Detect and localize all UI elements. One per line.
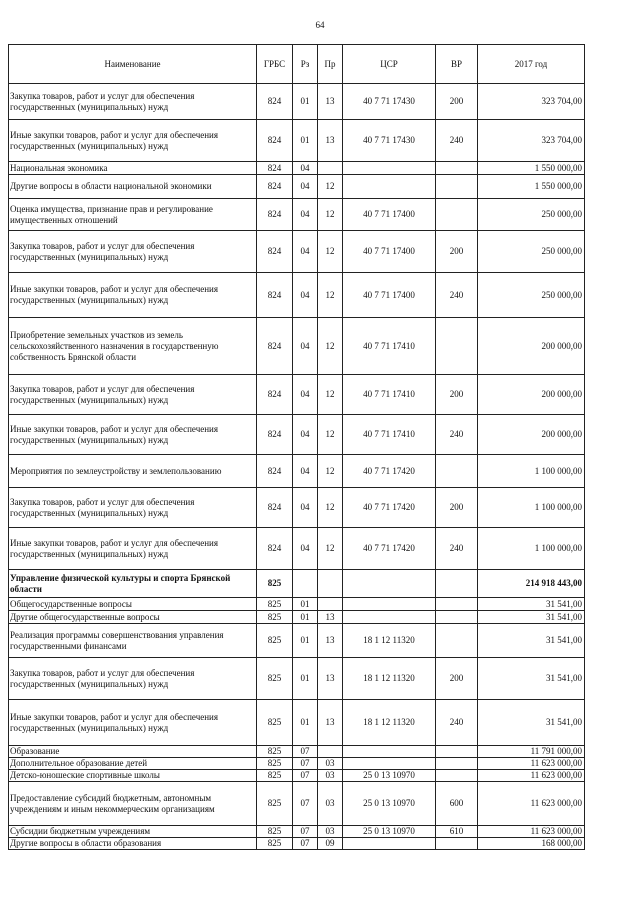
- cell-rz: 04: [293, 488, 318, 528]
- cell-amount: 1 550 000,00: [478, 162, 585, 175]
- cell-pr: 12: [318, 375, 343, 415]
- header-rz: Рз: [293, 45, 318, 84]
- cell-rz: 01: [293, 658, 318, 700]
- cell-name: Национальная экономика: [9, 162, 257, 175]
- cell-amount: 250 000,00: [478, 231, 585, 273]
- cell-grbs: 825: [257, 700, 293, 746]
- cell-rz: 04: [293, 199, 318, 231]
- cell-rz: 04: [293, 231, 318, 273]
- cell-name: Реализация программы совершенствования управления государственными финансами: [9, 624, 257, 658]
- cell-name: Общегосударственные вопросы: [9, 598, 257, 611]
- cell-amount: 11 791 000,00: [478, 746, 585, 758]
- cell-pr: 12: [318, 318, 343, 375]
- table-row: [9, 455, 585, 488]
- table-row: [9, 746, 585, 758]
- cell-grbs: 824: [257, 162, 293, 175]
- cell-csr: 25 0 13 10970: [343, 770, 436, 782]
- cell-rz: 07: [293, 782, 318, 826]
- table-row: [9, 415, 585, 455]
- cell-csr: [343, 570, 436, 598]
- cell-pr: 03: [318, 758, 343, 770]
- table-row: [9, 273, 585, 318]
- cell-vr: [436, 611, 478, 624]
- table-row: [9, 838, 585, 850]
- cell-rz: 04: [293, 273, 318, 318]
- cell-grbs: 824: [257, 375, 293, 415]
- table-row: [9, 528, 585, 570]
- cell-csr: 18 1 12 11320: [343, 658, 436, 700]
- cell-csr: 40 7 71 17410: [343, 318, 436, 375]
- cell-amount: 1 100 000,00: [478, 528, 585, 570]
- table-row: [9, 162, 585, 175]
- cell-grbs: 824: [257, 231, 293, 273]
- table-header-row: [9, 45, 585, 84]
- cell-vr: 600: [436, 782, 478, 826]
- cell-name: Иные закупки товаров, работ и услуг для обеспечения государственных (муниципальных) нужд: [9, 700, 257, 746]
- cell-vr: 240: [436, 700, 478, 746]
- cell-vr: 240: [436, 120, 478, 162]
- cell-pr: 12: [318, 199, 343, 231]
- cell-grbs: 824: [257, 528, 293, 570]
- cell-grbs: 825: [257, 770, 293, 782]
- cell-name: Дополнительное образование детей: [9, 758, 257, 770]
- cell-name: Иные закупки товаров, работ и услуг для обеспечения государственных (муниципальных) нужд: [9, 415, 257, 455]
- cell-amount: 11 623 000,00: [478, 826, 585, 838]
- cell-grbs: 825: [257, 570, 293, 598]
- cell-vr: [436, 598, 478, 611]
- cell-csr: 18 1 12 11320: [343, 700, 436, 746]
- table-row: [9, 84, 585, 120]
- cell-amount: 323 704,00: [478, 84, 585, 120]
- cell-pr: 13: [318, 624, 343, 658]
- cell-amount: 11 623 000,00: [478, 770, 585, 782]
- cell-pr: 12: [318, 415, 343, 455]
- cell-amount: 250 000,00: [478, 273, 585, 318]
- table-row: [9, 758, 585, 770]
- cell-grbs: 824: [257, 175, 293, 199]
- cell-name: Закупка товаров, работ и услуг для обеспечения государственных (муниципальных) нужд: [9, 375, 257, 415]
- cell-name: Другие вопросы в области национальной экономики: [9, 175, 257, 199]
- cell-vr: 240: [436, 528, 478, 570]
- cell-amount: 168 000,00: [478, 838, 585, 850]
- cell-vr: 200: [436, 488, 478, 528]
- cell-name: Иные закупки товаров, работ и услуг для обеспечения государственных (муниципальных) нужд: [9, 120, 257, 162]
- table-row: [9, 570, 585, 598]
- cell-amount: 250 000,00: [478, 199, 585, 231]
- table-row: [9, 624, 585, 658]
- cell-name: Закупка товаров, работ и услуг для обеспечения государственных (муниципальных) нужд: [9, 231, 257, 273]
- cell-name: Образование: [9, 746, 257, 758]
- cell-pr: [318, 746, 343, 758]
- cell-name: Оценка имущества, признание прав и регулирование имущественных отношений: [9, 199, 257, 231]
- cell-grbs: 824: [257, 273, 293, 318]
- cell-pr: 12: [318, 231, 343, 273]
- cell-rz: 04: [293, 318, 318, 375]
- header-pr: Пр: [318, 45, 343, 84]
- cell-rz: 01: [293, 598, 318, 611]
- budget-table: [8, 44, 585, 850]
- cell-csr: [343, 162, 436, 175]
- cell-pr: 13: [318, 700, 343, 746]
- cell-vr: 200: [436, 375, 478, 415]
- cell-vr: 200: [436, 231, 478, 273]
- cell-grbs: 824: [257, 455, 293, 488]
- cell-rz: 04: [293, 175, 318, 199]
- cell-name: Управление физической культуры и спорта Брянской области: [9, 570, 257, 598]
- cell-csr: 40 7 71 17410: [343, 415, 436, 455]
- cell-rz: 01: [293, 84, 318, 120]
- cell-rz: 07: [293, 758, 318, 770]
- table-row: [9, 318, 585, 375]
- cell-pr: [318, 162, 343, 175]
- cell-grbs: 825: [257, 598, 293, 611]
- page-number: 64: [315, 20, 325, 30]
- cell-pr: 12: [318, 175, 343, 199]
- cell-grbs: 824: [257, 199, 293, 231]
- cell-grbs: 824: [257, 318, 293, 375]
- cell-csr: 25 0 13 10970: [343, 826, 436, 838]
- cell-vr: [436, 624, 478, 658]
- cell-grbs: 825: [257, 838, 293, 850]
- cell-rz: 07: [293, 826, 318, 838]
- table-row: [9, 826, 585, 838]
- cell-rz: 04: [293, 415, 318, 455]
- cell-rz: 01: [293, 611, 318, 624]
- cell-amount: 11 623 000,00: [478, 782, 585, 826]
- cell-pr: 13: [318, 120, 343, 162]
- cell-pr: 13: [318, 658, 343, 700]
- cell-pr: 13: [318, 84, 343, 120]
- cell-pr: 09: [318, 838, 343, 850]
- cell-grbs: 825: [257, 758, 293, 770]
- cell-vr: 200: [436, 658, 478, 700]
- cell-rz: 04: [293, 528, 318, 570]
- cell-rz: 04: [293, 375, 318, 415]
- cell-grbs: 825: [257, 746, 293, 758]
- cell-vr: 240: [436, 415, 478, 455]
- table-row: [9, 658, 585, 700]
- cell-grbs: 825: [257, 624, 293, 658]
- cell-pr: [318, 598, 343, 611]
- table-body: [9, 84, 585, 850]
- cell-csr: [343, 611, 436, 624]
- table-row: [9, 770, 585, 782]
- cell-name: Другие общегосударственные вопросы: [9, 611, 257, 624]
- cell-csr: 18 1 12 11320: [343, 624, 436, 658]
- cell-rz: [293, 570, 318, 598]
- cell-vr: [436, 199, 478, 231]
- cell-csr: 40 7 71 17420: [343, 455, 436, 488]
- header-vr: ВР: [436, 45, 478, 84]
- cell-rz: 07: [293, 770, 318, 782]
- cell-pr: 12: [318, 455, 343, 488]
- cell-grbs: 825: [257, 782, 293, 826]
- cell-csr: 40 7 71 17420: [343, 528, 436, 570]
- cell-csr: [343, 838, 436, 850]
- cell-grbs: 825: [257, 826, 293, 838]
- cell-vr: [436, 770, 478, 782]
- header-csr: ЦСР: [343, 45, 436, 84]
- cell-vr: 200: [436, 84, 478, 120]
- cell-vr: [436, 455, 478, 488]
- cell-name: Закупка товаров, работ и услуг для обеспечения государственных (муниципальных) нужд: [9, 84, 257, 120]
- cell-csr: 40 7 71 17420: [343, 488, 436, 528]
- cell-vr: [436, 838, 478, 850]
- cell-csr: 40 7 71 17400: [343, 199, 436, 231]
- cell-amount: 31 541,00: [478, 624, 585, 658]
- cell-csr: 40 7 71 17400: [343, 231, 436, 273]
- cell-amount: 200 000,00: [478, 375, 585, 415]
- cell-amount: 214 918 443,00: [478, 570, 585, 598]
- cell-name: Иные закупки товаров, работ и услуг для обеспечения государственных (муниципальных) нужд: [9, 273, 257, 318]
- cell-csr: [343, 175, 436, 199]
- cell-csr: [343, 746, 436, 758]
- cell-name: Предоставление субсидий бюджетным, автономным учреждениям и иным некоммерческим организациям: [9, 782, 257, 826]
- cell-name: Субсидии бюджетным учреждениям: [9, 826, 257, 838]
- cell-amount: 31 541,00: [478, 700, 585, 746]
- table-row: [9, 175, 585, 199]
- cell-grbs: 824: [257, 488, 293, 528]
- cell-grbs: 825: [257, 658, 293, 700]
- cell-grbs: 824: [257, 415, 293, 455]
- cell-csr: [343, 598, 436, 611]
- cell-vr: 610: [436, 826, 478, 838]
- cell-grbs: 824: [257, 120, 293, 162]
- cell-pr: 12: [318, 528, 343, 570]
- cell-grbs: 825: [257, 611, 293, 624]
- cell-name: Другие вопросы в области образования: [9, 838, 257, 850]
- cell-amount: 1 100 000,00: [478, 488, 585, 528]
- cell-amount: 31 541,00: [478, 611, 585, 624]
- table-row: [9, 488, 585, 528]
- cell-rz: 07: [293, 838, 318, 850]
- cell-name: Детско-юношеские спортивные школы: [9, 770, 257, 782]
- cell-csr: 40 7 71 17400: [343, 273, 436, 318]
- cell-pr: 12: [318, 488, 343, 528]
- table-row: [9, 611, 585, 624]
- table-row: [9, 782, 585, 826]
- cell-amount: 1 550 000,00: [478, 175, 585, 199]
- cell-name: Иные закупки товаров, работ и услуг для обеспечения государственных (муниципальных) нужд: [9, 528, 257, 570]
- cell-pr: 03: [318, 826, 343, 838]
- cell-vr: [436, 162, 478, 175]
- table-row: [9, 120, 585, 162]
- cell-csr: 25 0 13 10970: [343, 782, 436, 826]
- cell-name: Закупка товаров, работ и услуг для обеспечения государственных (муниципальных) нужд: [9, 488, 257, 528]
- cell-csr: [343, 758, 436, 770]
- cell-vr: [436, 570, 478, 598]
- header-year: 2017 год: [478, 45, 585, 84]
- cell-vr: [436, 758, 478, 770]
- cell-rz: 01: [293, 624, 318, 658]
- cell-name: Закупка товаров, работ и услуг для обеспечения государственных (муниципальных) нужд: [9, 658, 257, 700]
- cell-name: Приобретение земельных участков из земель сельскохозяйственного назначения в государственную собственность Брянской области: [9, 318, 257, 375]
- cell-rz: 07: [293, 746, 318, 758]
- cell-csr: 40 7 71 17430: [343, 84, 436, 120]
- cell-amount: 11 623 000,00: [478, 758, 585, 770]
- header-name: Наименование: [9, 45, 257, 84]
- cell-amount: 31 541,00: [478, 658, 585, 700]
- table-row: [9, 199, 585, 231]
- cell-pr: 03: [318, 770, 343, 782]
- cell-vr: 240: [436, 273, 478, 318]
- cell-vr: [436, 746, 478, 758]
- cell-rz: 04: [293, 162, 318, 175]
- cell-rz: 04: [293, 455, 318, 488]
- cell-vr: [436, 175, 478, 199]
- table-row: [9, 375, 585, 415]
- cell-rz: 01: [293, 120, 318, 162]
- cell-name: Мероприятия по землеустройству и землепользованию: [9, 455, 257, 488]
- table-row: [9, 598, 585, 611]
- table-row: [9, 231, 585, 273]
- cell-pr: 03: [318, 782, 343, 826]
- cell-pr: [318, 570, 343, 598]
- cell-vr: [436, 318, 478, 375]
- cell-pr: 13: [318, 611, 343, 624]
- cell-amount: 1 100 000,00: [478, 455, 585, 488]
- cell-grbs: 824: [257, 84, 293, 120]
- cell-csr: 40 7 71 17430: [343, 120, 436, 162]
- cell-amount: 200 000,00: [478, 318, 585, 375]
- cell-pr: 12: [318, 273, 343, 318]
- cell-amount: 31 541,00: [478, 598, 585, 611]
- header-grbs: ГРБС: [257, 45, 293, 84]
- table-row: [9, 700, 585, 746]
- cell-amount: 200 000,00: [478, 415, 585, 455]
- cell-amount: 323 704,00: [478, 120, 585, 162]
- cell-rz: 01: [293, 700, 318, 746]
- cell-csr: 40 7 71 17410: [343, 375, 436, 415]
